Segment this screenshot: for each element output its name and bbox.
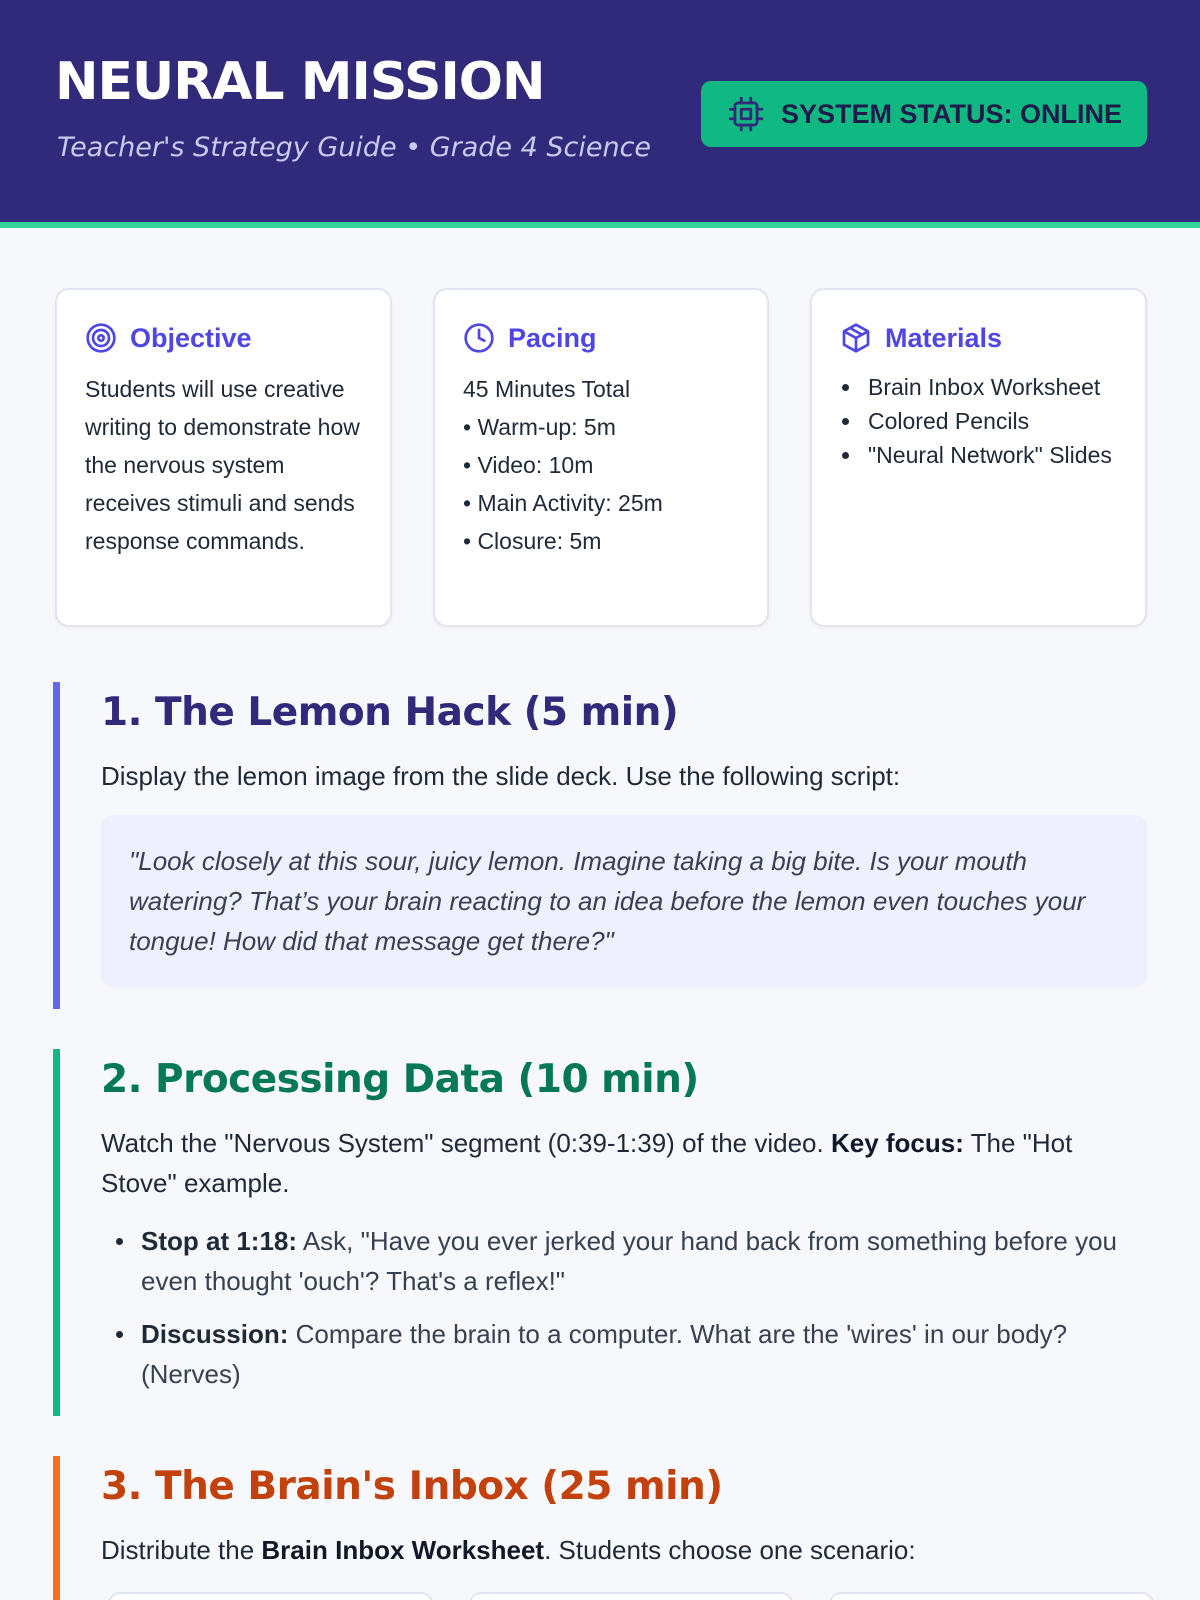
- section-lemon-hack: [53, 682, 1147, 1009]
- intro-text: . Students choose one scenario:: [544, 1535, 916, 1565]
- scenario-card: [469, 1592, 794, 1600]
- intro-text: Distribute the: [101, 1535, 262, 1565]
- scenario-card: [108, 1592, 433, 1600]
- section-intro: Display the lemon image from the slide deck. Use the following script:: [101, 761, 901, 791]
- status-text: SYSTEM STATUS: ONLINE: [781, 98, 1123, 129]
- list-item-text: Compare the brain to a computer. What are the 'wires' in our body? (Nerves): [141, 1319, 1068, 1389]
- page-title: NEURAL MISSION: [55, 52, 545, 112]
- section-intro: [101, 1123, 1147, 1203]
- list-item-label: Stop at 1:18:: [141, 1226, 298, 1256]
- objective-title: Objective: [130, 322, 252, 353]
- pacing-item: • Main Activity: 25m: [463, 490, 663, 516]
- discussion-list: [101, 1221, 1147, 1394]
- pacing-title: Pacing: [508, 322, 597, 353]
- list-item: [101, 1221, 1147, 1301]
- list-item: [101, 1314, 1147, 1394]
- worksheet-label: Brain Inbox Worksheet: [261, 1535, 545, 1565]
- clock-icon: [463, 322, 495, 354]
- target-icon: [85, 322, 117, 354]
- key-focus-label: Key focus:: [830, 1128, 964, 1158]
- cpu-icon: [727, 95, 765, 133]
- materials-list: [840, 370, 1117, 472]
- pacing-item: 45 Minutes Total: [463, 376, 631, 402]
- materials-card: [810, 288, 1147, 627]
- pacing-item: • Video: 10m: [463, 452, 594, 478]
- materials-title: Materials: [885, 322, 1003, 353]
- objective-card-header: [85, 320, 362, 356]
- materials-card-header: [840, 320, 1117, 356]
- section-title: 2. Processing Data (10 min): [101, 1057, 699, 1102]
- scenario-cards: [108, 1592, 1154, 1600]
- section-intro: [101, 1530, 1147, 1570]
- objective-card: [55, 288, 392, 627]
- section-title: 3. The Brain's Inbox (25 min): [101, 1464, 723, 1509]
- page-header: [0, 0, 1200, 228]
- pacing-item: • Warm-up: 5m: [463, 414, 616, 440]
- list-item-label: Discussion:: [141, 1319, 289, 1349]
- box-icon: [840, 322, 872, 354]
- section-processing-data: [53, 1049, 1147, 1416]
- script-quote: "Look closely at this sour, juicy lemon. Imagine taking a big bite. Is your mouth watering? That’s your brain reacting to an idea before the lemon even touches your tongue! How did that message get there?": [101, 815, 1147, 987]
- pacing-card: [433, 288, 769, 627]
- section-title: 1. The Lemon Hack (5 min): [101, 690, 679, 735]
- objective-text: Students will use creative writing to demonstrate how the nervous system receives stimuli and sends response commands.: [85, 376, 360, 554]
- materials-item: Brain Inbox Worksheet: [840, 370, 1117, 404]
- status-badge: [701, 81, 1147, 147]
- pacing-item: • Closure: 5m: [463, 528, 602, 554]
- pacing-card-header: [463, 320, 739, 356]
- scenario-card: [829, 1592, 1154, 1600]
- list-item-text: Ask, "Have you ever jerked your hand back from something before you even thought 'ouch'? That's a reflex!": [141, 1226, 1118, 1296]
- pacing-list: [463, 370, 739, 560]
- materials-item: "Neural Network" Slides: [840, 438, 1117, 472]
- intro-text: The "Hot Stove" example.: [101, 1128, 1073, 1198]
- intro-text: Watch the "Nervous System" segment (0:39-1:39) of the video.: [101, 1128, 831, 1158]
- section-brains-inbox: [53, 1456, 1147, 1600]
- page-subtitle: Teacher's Strategy Guide • Grade 4 Science: [57, 132, 652, 163]
- materials-item: Colored Pencils: [840, 404, 1117, 438]
